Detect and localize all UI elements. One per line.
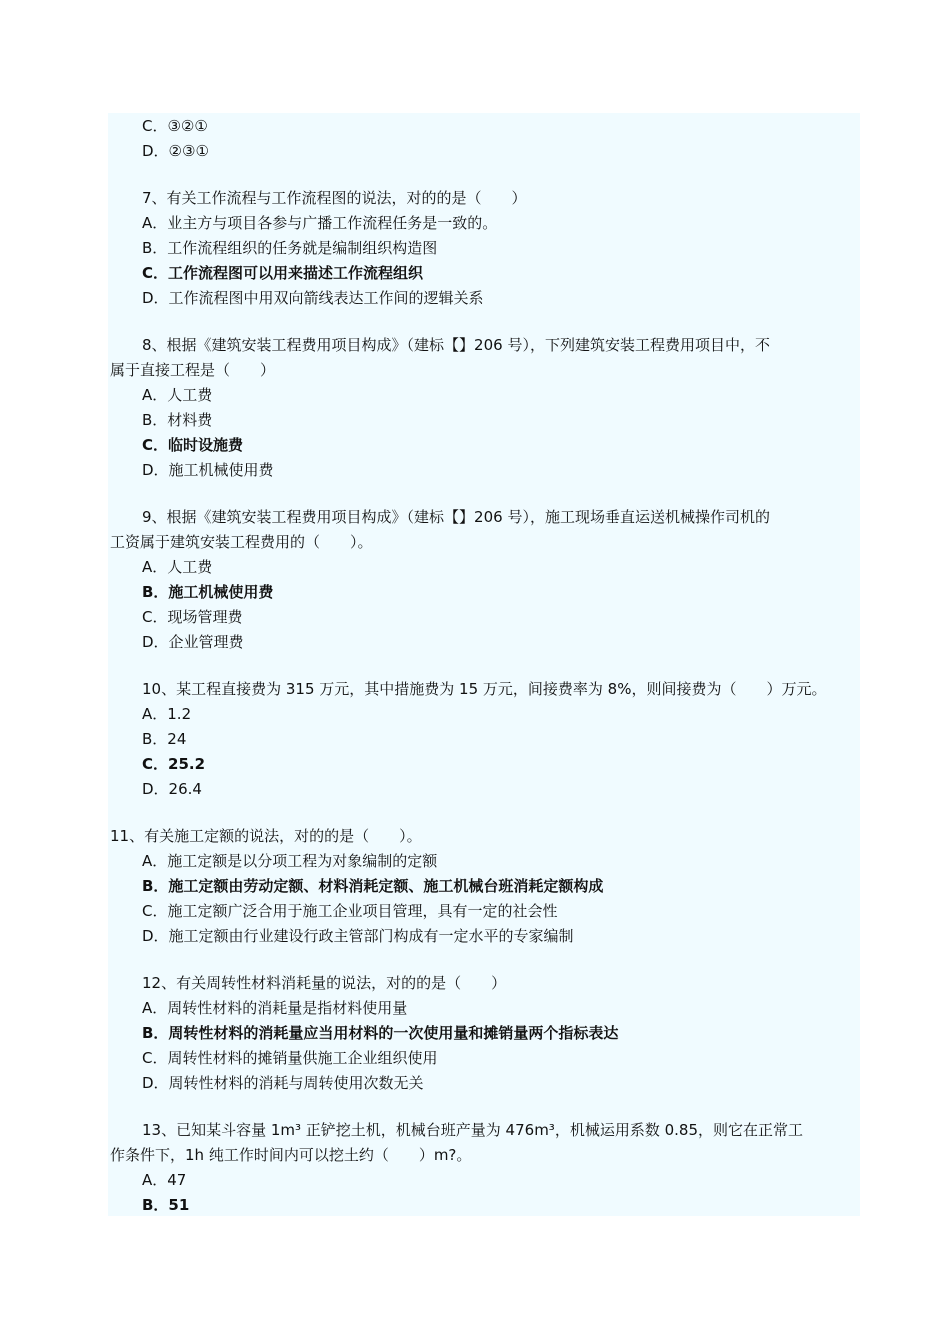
question-block xyxy=(110,824,870,949)
option-line: C．现场管理费 xyxy=(142,608,243,626)
question-text: 12、有关周转性材料消耗量的说法，对的的是（ ） xyxy=(142,974,507,992)
option-line: D．施工定额由行业建设行政主管部门构成有一定水平的专家编制 xyxy=(142,927,574,945)
option-line: D．工作流程图中用双向箭线表达工作间的逻辑关系 xyxy=(142,289,484,307)
option-line: A．47 xyxy=(142,1171,187,1189)
question-text: 9、根据《建筑安装工程费用项目构成》（建标【】206 号），施工现场垂直运送机械操作司机的 xyxy=(142,508,770,526)
option-line: B．工作流程组织的任务就是编制组织构造图 xyxy=(142,239,438,257)
option-line: C．周转性材料的摊销量供施工企业组织使用 xyxy=(142,1049,438,1067)
question-block xyxy=(110,186,870,311)
option-line: C．施工定额广泛合用于施工企业项目管理，具有一定的社会性 xyxy=(142,902,558,920)
spacer xyxy=(110,802,870,824)
option-line: A．周转性材料的消耗量是指材料使用量 xyxy=(142,999,408,1017)
option-line: B．材料费 xyxy=(142,411,213,429)
option-line: D．施工机械使用费 xyxy=(142,461,274,479)
option-line: B．施工定额由劳动定额、材料消耗定额、施工机械台班消耗定额构成 xyxy=(142,877,604,895)
option-line: C．③②① xyxy=(142,117,208,135)
option-line: C．25.2 xyxy=(142,755,206,773)
question-block xyxy=(110,677,870,802)
spacer xyxy=(110,311,870,333)
option-line: D．②③① xyxy=(142,142,209,160)
question-text: 13、已知某斗容量 1m³ 正铲挖土机，机械台班产量为 476m³，机械运用系数 0.85，则它在正常工 xyxy=(142,1121,803,1139)
option-line: D．企业管理费 xyxy=(142,633,244,651)
exam-content xyxy=(110,114,870,1218)
spacer xyxy=(110,1096,870,1118)
question-text: 11、有关施工定额的说法，对的的是（ ）。 xyxy=(110,827,422,845)
option-line: D．周转性材料的消耗与周转使用次数无关 xyxy=(142,1074,424,1092)
question-block xyxy=(110,333,870,483)
option-line: A．人工费 xyxy=(142,558,213,576)
question-text: 10、某工程直接费为 315 万元，其中措施费为 15 万元，间接费率为 8%，则间接费为（ ）万元。 xyxy=(142,680,827,698)
question-text: 作条件下，1h 纯工作时间内可以挖土约（ ）m?。 xyxy=(110,1146,472,1164)
option-line: B．施工机械使用费 xyxy=(142,583,274,601)
question-text: 工资属于建筑安装工程费用的（ ）。 xyxy=(110,533,373,551)
option-line: A．施工定额是以分项工程为对象编制的定额 xyxy=(142,852,438,870)
question-text: 8、根据《建筑安装工程费用项目构成》（建标【】206 号），下列建筑安装工程费用项目中，不 xyxy=(142,336,770,354)
spacer xyxy=(110,949,870,971)
option-line: A．人工费 xyxy=(142,386,213,404)
option-line: A．1.2 xyxy=(142,705,192,723)
spacer xyxy=(110,655,870,677)
option-line: C．临时设施费 xyxy=(142,436,244,454)
question-block xyxy=(110,505,870,655)
question-text: 7、有关工作流程与工作流程图的说法，对的的是（ ） xyxy=(142,189,527,207)
spacer xyxy=(110,164,870,186)
option-line: C．工作流程图可以用来描述工作流程组织 xyxy=(142,264,424,282)
option-line: B．51 xyxy=(142,1196,190,1214)
spacer xyxy=(110,483,870,505)
option-line: A．业主方与项目各参与广播工作流程任务是一致的。 xyxy=(142,214,498,232)
question-block xyxy=(110,971,870,1096)
option-line: B．周转性材料的消耗量应当用材料的一次使用量和摊销量两个指标表达 xyxy=(142,1024,619,1042)
question-block xyxy=(110,1118,870,1218)
option-line: B．24 xyxy=(142,730,187,748)
question-text: 属于直接工程是（ ） xyxy=(110,361,276,379)
option-line: D．26.4 xyxy=(142,780,202,798)
